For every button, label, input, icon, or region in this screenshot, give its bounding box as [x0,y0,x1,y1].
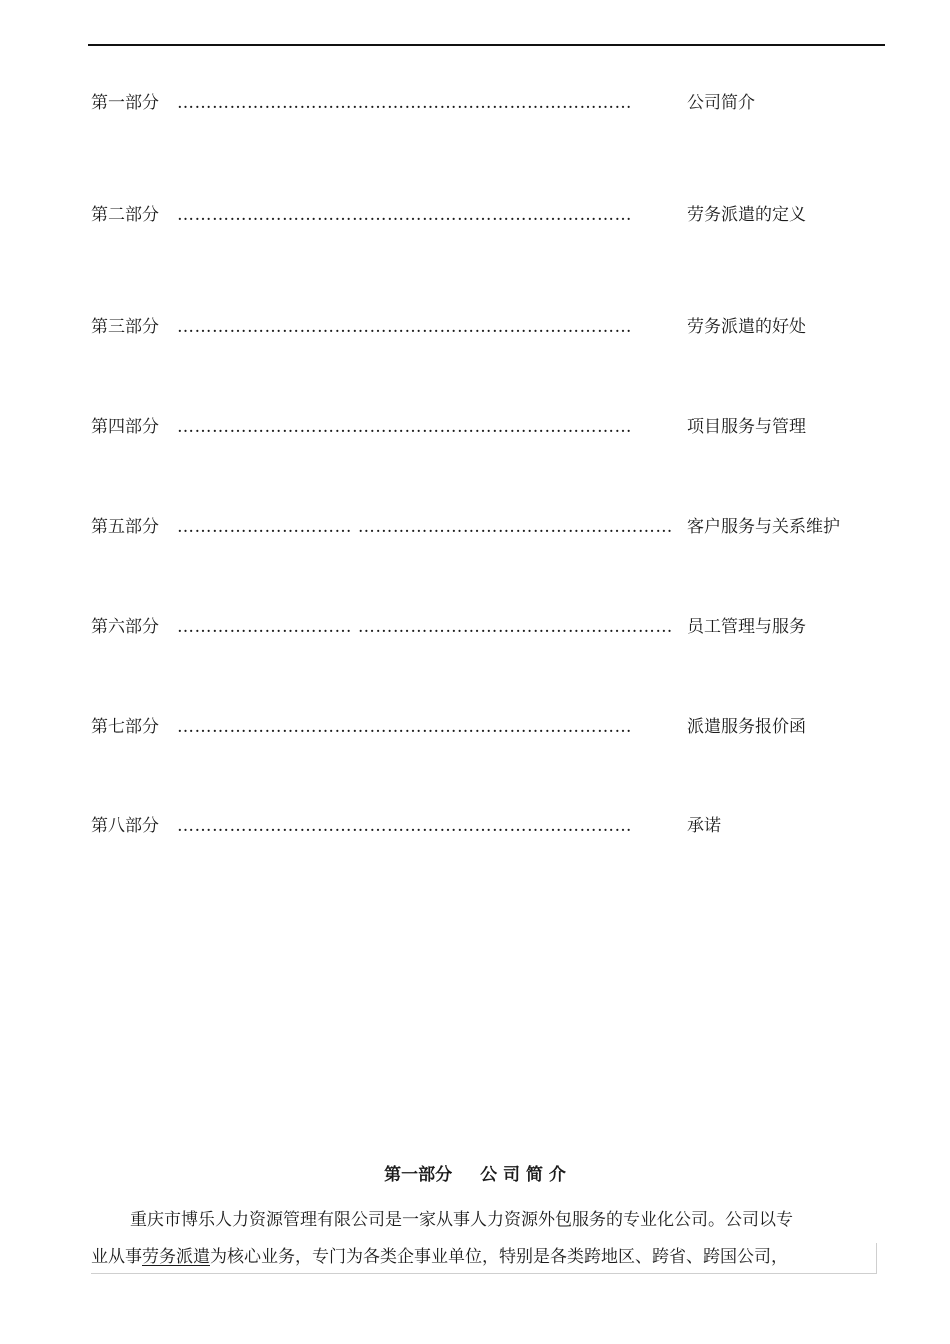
intro-text-prefix: 业从事 [91,1247,142,1267]
toc-dot-leader: …………………………………………………………………… [177,317,632,337]
toc-part-label: 第四部分 [91,417,159,437]
toc-dot-leader: …………………………………………………………………… [177,717,632,737]
toc-title: 公司简介 [687,93,755,113]
toc-dot-leader: …………………………………………………………………… [177,417,632,437]
toc-part-label: 第六部分 [91,617,159,637]
intro-paragraph-line-2 [91,1243,877,1274]
toc-title: 员工管理与服务 [687,617,806,637]
toc-title: 劳务派遣的定义 [687,205,806,225]
toc-part-label: 第二部分 [91,205,159,225]
toc-dot-leader: …………………………………………………………………… [177,93,632,113]
toc-title: 派遣服务报价函 [687,717,806,737]
toc-title: 承诺 [687,816,721,836]
intro-paragraph-line-1: 重庆市博乐人力资源管理有限公司是一家从事人力资源外包服务的专业化公司。公司以专 [130,1210,793,1230]
toc-dot-leader: …………………………………………………………………… [177,816,632,836]
toc-dot-leader: ………………………… ……………………………………………… [177,617,673,637]
toc-part-label: 第一部分 [91,93,159,113]
toc-part-label: 第三部分 [91,317,159,337]
section-title: 公 司 简 介 [480,1165,566,1185]
toc-part-label: 第七部分 [91,717,159,737]
toc-title: 项目服务与管理 [687,417,806,437]
section-heading [0,1162,950,1188]
toc-title: 劳务派遣的好处 [687,317,806,337]
toc-title: 客户服务与关系维护 [687,517,840,537]
section-part-label: 第一部分 [384,1165,453,1185]
header-rule [88,44,885,46]
toc-dot-leader: ………………………… ……………………………………………… [177,517,673,537]
toc-dot-leader: …………………………………………………………………… [177,205,632,225]
labor-dispatch-link[interactable]: 劳务派遣 [142,1247,210,1267]
intro-text-suffix: 为核心业务，专门为各类企事业单位，特别是各类跨地区、跨省、跨国公司， [210,1247,788,1267]
toc-part-label: 第五部分 [91,517,159,537]
toc-part-label: 第八部分 [91,816,159,836]
